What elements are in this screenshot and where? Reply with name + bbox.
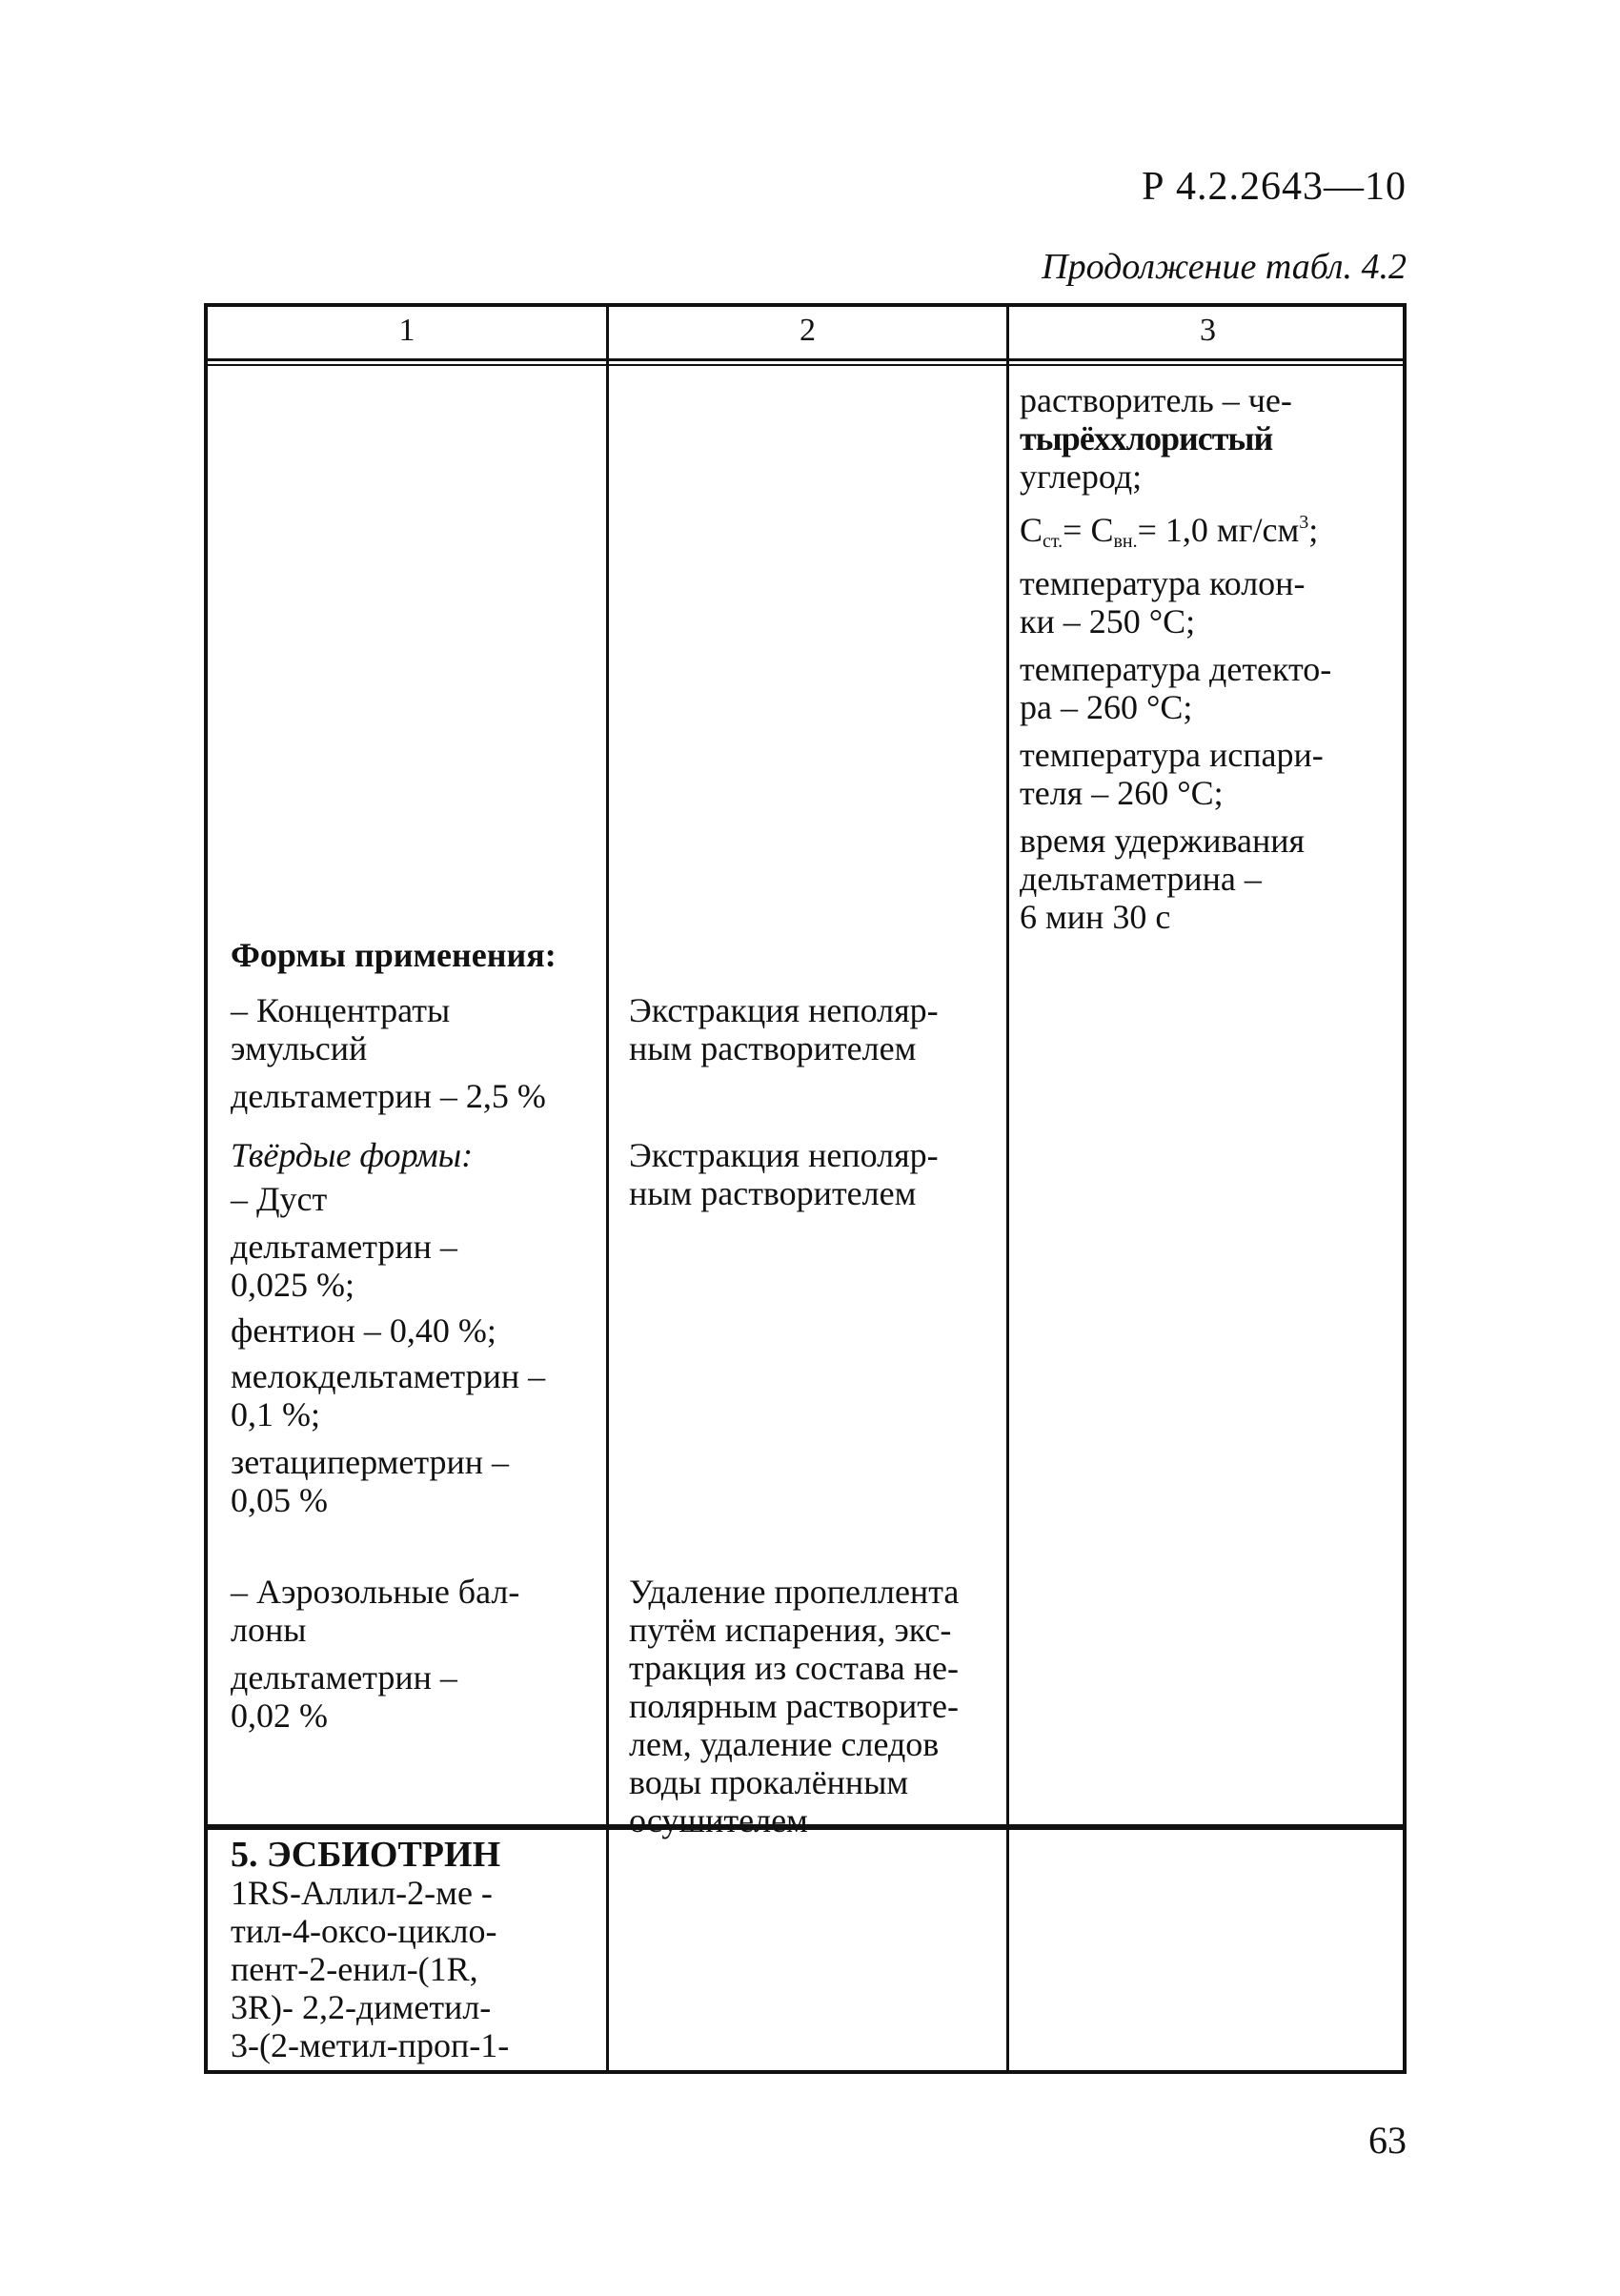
aerosol-form: – Аэрозольные бал- лоны дельтаметрин – 0,02 % [231, 1573, 520, 1735]
document-code: Р 4.2.2643—10 [1142, 165, 1407, 209]
conditions-text: растворитель – че- тырёххлористый углерод; $С_{ст.}= С_{вн.}= 1,0$ $мг/см^3$; температура колон- ки – 250 °С; температура детекто- ра – 260 °С; температура испари- теля – 260 °С; время удерживания дельтаметрина – 6 мин 30 с [1020, 381, 1332, 936]
solid-forms: Твёрдые формы: – Дуст дельтаметрин – 0,025 %; фентион – 0,40 %; мелокдельтаметрин – 0,1 %; зетациперметрин – 0,05 % [231, 1136, 546, 1519]
column-divider [1006, 307, 1009, 2070]
header-row-divider [208, 364, 1403, 366]
table-caption: Продолжение табл. 4.2 [1042, 247, 1407, 287]
data-table [204, 303, 1407, 2074]
solid-method: Экстракция неполяр- ным растворителем [629, 1136, 939, 1212]
header-row-divider [208, 358, 1403, 361]
emulsion-form: – Концентраты эмульсий дельтаметрин – 2,5 % [231, 991, 546, 1115]
forms-heading: Формы применения: [231, 936, 557, 974]
column-number: 2 [800, 313, 816, 348]
esbiothrin-entry: 5. ЭСБИОТРИН 1RS-Аллил-2-ме - тил-4-оксо-цикло- пент-2-енил-(1R, 3R)- 2,2-диметил- 3-(2-метил-проп-1- [231, 1835, 510, 2064]
column-number: 1 [398, 313, 415, 348]
aerosol-method: Удаление пропеллента путём испарения, экс- тракция из состава не- полярным растворите- лем, удаление следов воды прокалённым осушителем [629, 1573, 960, 1839]
column-number: 3 [1200, 313, 1216, 348]
emulsion-method: Экстракция неполяр- ным растворителем [629, 991, 939, 1067]
page-number: 63 [1368, 2119, 1407, 2162]
column-divider [606, 307, 609, 2070]
